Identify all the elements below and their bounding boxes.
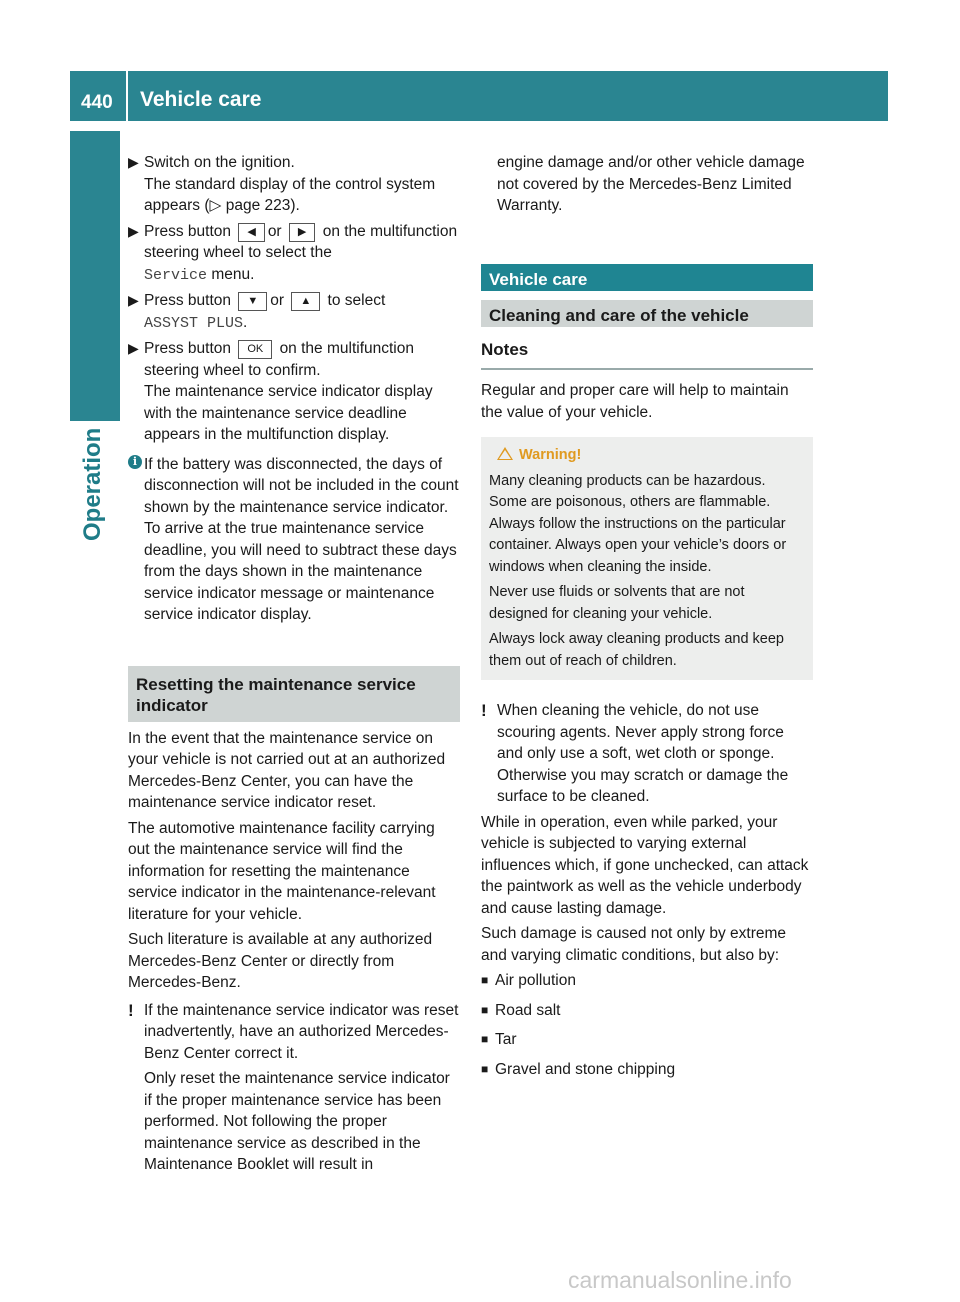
menu-name: Service (144, 266, 208, 284)
exclamation-icon: ! (481, 701, 487, 720)
right-button-icon: ▶ (289, 223, 315, 242)
step-arrow-icon: ▶ (128, 222, 139, 239)
exclamation-icon: ! (128, 1000, 134, 1020)
ok-button-icon: OK (238, 340, 272, 359)
step-text: The maintenance service indicator display with the maintenance service deadline appears in the multifunction display. (144, 383, 433, 443)
warning-box (481, 437, 813, 680)
caution-text: If the maintenance service indicator was reset inadvertently, have an authorized Mercedes-Benz Center correct it. (144, 1001, 459, 1062)
list-item: ■ Gravel and stone chipping (481, 1059, 813, 1081)
left-button-icon: ◀ (238, 223, 264, 242)
step-1 (128, 152, 460, 217)
info-note (128, 454, 460, 626)
paragraph: While in operation, even while parked, your vehicle is subjected to varying external influences which, if gone unchecked, can attack the paintwork as well as the vehicle underbody and cause lasting damage. (481, 813, 809, 917)
step-text: or (267, 222, 282, 240)
bullet-icon: ■ (481, 973, 489, 987)
paragraph: Such literature is available at any authorized Mercedes-Benz Center or directly from Mercedes-Benz. (128, 931, 433, 991)
step-text: Press button (144, 340, 232, 357)
paragraph: Such damage is caused not only by extreme and varying climatic conditions, but also by: (481, 925, 787, 964)
page-number-box (70, 71, 124, 121)
bullet-icon: ■ (481, 1002, 489, 1017)
side-block (70, 131, 120, 421)
page-number: 440 (81, 92, 113, 113)
caution-note (481, 700, 813, 808)
section-heading: Vehicle care (481, 264, 813, 291)
step-text: to select (327, 292, 386, 309)
side-tab (70, 421, 120, 1302)
continued-text: engine damage and/or other vehicle damage not covered by the Mercedes-Benz Limited Warranty. (497, 154, 805, 214)
warning-title: Warning! (519, 447, 582, 463)
step-arrow-icon: ▶ (128, 340, 139, 356)
step-arrow-icon: ▶ (128, 154, 139, 170)
page-title: Vehicle care (140, 88, 262, 111)
step-arrow-icon: ▶ (128, 292, 139, 308)
caution-note (128, 1000, 460, 1176)
warning-triangle-icon (497, 447, 513, 460)
header-divider (126, 71, 128, 121)
page-ref-arrow: ▷ (209, 197, 226, 214)
list-item: ■ Air pollution (481, 970, 813, 992)
step-2 (128, 221, 460, 287)
step-text: or (270, 292, 285, 309)
step-text: Press button (144, 292, 232, 309)
info-icon: i (128, 455, 142, 469)
step-text: menu. (211, 265, 255, 283)
section-subheading: Resetting the maintenance service indicator (128, 666, 460, 722)
notes-heading: Notes (481, 327, 813, 371)
step-text: The standard display of the control system appears ( (144, 175, 436, 214)
up-button-icon: ▲ (291, 292, 320, 311)
header-bar (70, 71, 888, 121)
right-column (481, 152, 813, 1088)
menu-name: ASSYST PLUS (144, 314, 244, 332)
side-tab-label: Operation (79, 427, 106, 541)
warning-text: Never use fluids or solvents that are not designed for cleaning your vehicle. (489, 584, 745, 622)
step-4 (128, 338, 460, 446)
watermark: carmanualsonline.info (568, 1267, 792, 1293)
list-item: ■ Tar (481, 1029, 813, 1051)
caution-text: When cleaning the vehicle, do not use scouring agents. Never apply strong force and only use a soft, wet cloth or sponge. Otherwise you may scratch or damage the surface to be cleaned. (497, 702, 789, 805)
info-note-text: If the battery was disconnected, the days of disconnection will not be included in the count shown by the maintenance service indicator. To arrive at the true maintenance service deadline, you will need to subtract these days from the days shown in the maintenance service indicator message or maintenance service indicator display. (144, 455, 459, 623)
step-text: . (243, 313, 248, 331)
caution-text: Only reset the maintenance service indicator if the proper maintenance service has been performed. Not following the proper maintenance service as described in the Maintenance Booklet will result in (144, 1070, 450, 1173)
step-text: on the multifunction steering wheel to select the (144, 222, 458, 261)
intro-paragraph: Regular and proper care will help to maintain the value of your vehicle. (481, 382, 789, 421)
step-3 (128, 290, 460, 334)
paragraph: The automotive maintenance facility carrying out the maintenance service will find the information for resetting the maintenance service indicator in the maintenance-relevant literature for your vehicle. (128, 819, 436, 923)
page-ref-link[interactable]: page 223). (225, 197, 300, 214)
warning-text: Always lock away cleaning products and keep them out of reach of children. (489, 631, 784, 669)
left-column (128, 152, 460, 1180)
bullet-icon: ■ (481, 1061, 489, 1076)
step-text: Press button (144, 222, 232, 240)
step-text: Switch on the ignition. (144, 154, 295, 171)
warning-text: Many cleaning products can be hazardous. Some are poisonous, others are flammable. Always follow the instructions on the particular container. Always open your vehicle’s doors or windows when cleaning the inside. (489, 472, 787, 575)
bullet-icon: ■ (481, 1032, 489, 1046)
list-item: ■ Road salt (481, 1000, 813, 1022)
step-text: on the multifunction steering wheel to confirm. (144, 340, 414, 379)
down-button-icon: ▼ (238, 292, 267, 311)
subsection-heading: Cleaning and care of the vehicle (481, 300, 813, 327)
paragraph: In the event that the maintenance service on your vehicle is not carried out at an authorized Mercedes-Benz Center, you can have the maintenance service indicator reset. (128, 729, 446, 811)
